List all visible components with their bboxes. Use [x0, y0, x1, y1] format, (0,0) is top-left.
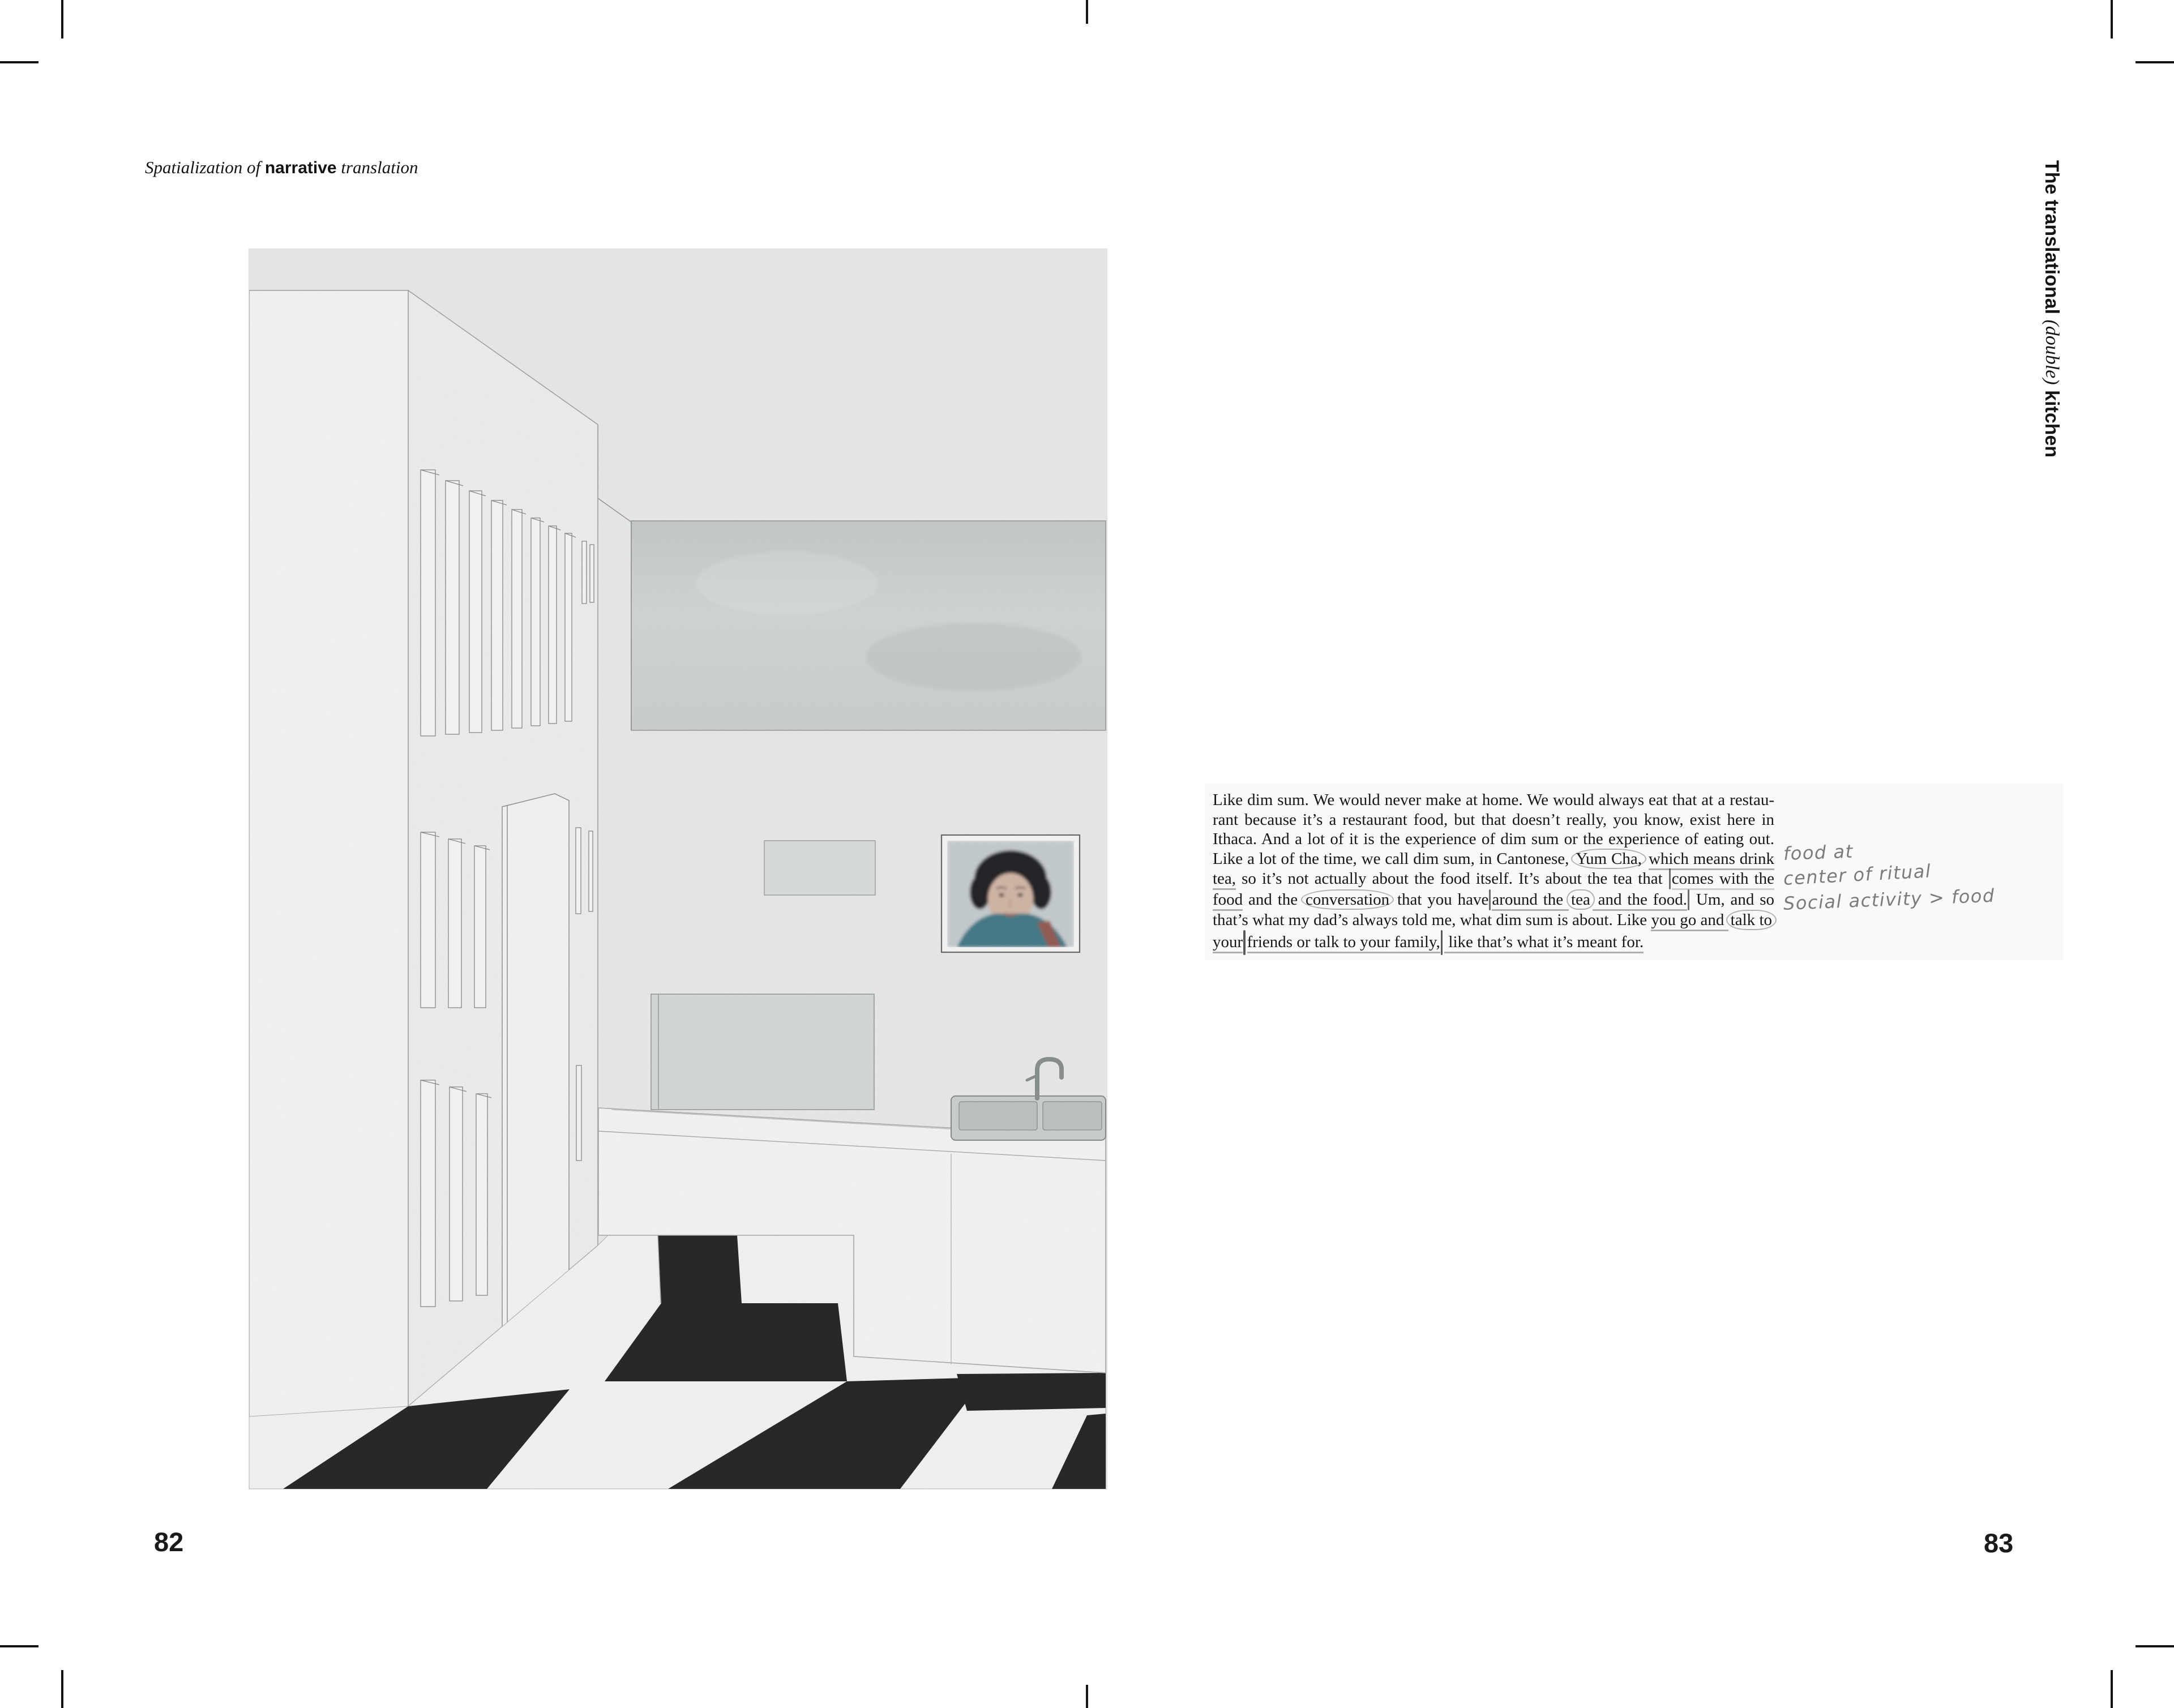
- handwritten-line: center of ritual: [1783, 860, 1932, 889]
- paragraph-text-segment: that’s what my dad’s always told me, what dim sum is about. Like: [1213, 911, 1651, 929]
- vtitle-lead: The translational: [2041, 160, 2062, 315]
- paragraph-line: [1213, 790, 1774, 810]
- chapter-header: [145, 157, 418, 178]
- paragraph-text-segment: rant because it’s a restaurant food, but that doesn’t really, you know, exist here in: [1213, 810, 1774, 829]
- handwritten-line: Social activity > food: [1783, 884, 1996, 914]
- paragraph-text-segment: so it’s not actually about the food itself. It’s about the tea that: [1236, 870, 1668, 888]
- paragraph-line: [1213, 810, 1774, 830]
- handwritten-margin-note: [1783, 841, 2055, 916]
- paragraph-text-segment: which means drink: [1649, 850, 1774, 870]
- scan-grain-overlay: [249, 249, 1107, 1489]
- page-number-right: 83: [1984, 1528, 2014, 1558]
- crop-mark-bottom-right-vertical: [2111, 1670, 2113, 1708]
- paragraph-text-segment: friends or talk to your family,: [1247, 933, 1440, 953]
- interview-excerpt-paragraph: [1213, 790, 1774, 955]
- crop-mark-top-right-vertical: [2111, 0, 2113, 38]
- paragraph-text-segment: [1644, 850, 1649, 868]
- paragraph-line: [1213, 930, 1774, 955]
- crop-mark-bottom-left-horizontal: [0, 1645, 38, 1647]
- paragraph-line: [1213, 829, 1774, 849]
- crop-mark-top-left-vertical: [61, 0, 63, 38]
- crop-mark-top-left-horizontal: [0, 61, 38, 63]
- crop-mark-bottom-right-horizontal: [2136, 1645, 2174, 1647]
- paragraph-line: [1213, 889, 1774, 910]
- page-number-left: 82: [154, 1527, 184, 1557]
- paragraph-text-segment: conversation: [1301, 889, 1394, 910]
- header-lead: Spatialization of: [145, 157, 261, 177]
- paragraph-text-segment: your: [1213, 933, 1243, 953]
- paragraph-text-segment: like that’s what it’s meant for.: [1444, 933, 1644, 953]
- paragraph-line: [1213, 868, 1774, 889]
- pencil-bracket-mark: [1688, 889, 1689, 910]
- paragraph-text-segment: Um, and so: [1691, 891, 1774, 909]
- pencil-bracket-mark: [1441, 930, 1443, 955]
- paragraph-text-segment: you go and: [1651, 911, 1728, 931]
- header-tail: translation: [341, 157, 418, 177]
- paragraph-text-segment: that you have: [1392, 891, 1489, 909]
- paragraph-text-segment: Like dim sum. We would never make at home. We would always eat that at a restau-: [1213, 791, 1774, 809]
- pencil-bracket-mark: [1243, 930, 1245, 955]
- crop-mark-bottom-left-vertical: [61, 1670, 63, 1708]
- paragraph-text-segment: and the food.: [1593, 891, 1687, 911]
- paragraph-text-segment: Like a lot of the time, we call dim sum, in Cantonese,: [1213, 849, 1574, 868]
- paragraph-text-segment: around the: [1492, 891, 1569, 911]
- paragraph-text-segment: food: [1213, 891, 1243, 911]
- paragraph-text-segment: comes with the: [1672, 870, 1774, 890]
- paragraph-text-segment: tea,: [1213, 870, 1236, 890]
- paragraph-text-segment: Yum Cha,: [1571, 849, 1646, 869]
- crop-mark-bottom-center-fold: [1086, 1685, 1088, 1708]
- paragraph-text-segment: and the: [1243, 891, 1303, 909]
- kitchen-illustration: [249, 249, 1107, 1489]
- paragraph-line: [1213, 849, 1774, 869]
- paragraph-text-segment: Ithaca. And a lot of it is the experience of dim sum or the experience of eating out.: [1213, 830, 1774, 848]
- vertical-running-title: [2040, 160, 2062, 557]
- vtitle-tail: kitchen: [2041, 390, 2062, 458]
- crop-mark-top-right-horizontal: [2136, 61, 2174, 63]
- header-bold-word: narrative: [264, 159, 337, 177]
- crop-mark-top-center-fold: [1086, 0, 1088, 24]
- paragraph-line: [1213, 910, 1774, 930]
- paragraph-text-segment: talk to: [1726, 910, 1777, 930]
- vtitle-italic-word: (double): [2042, 319, 2062, 385]
- pencil-bracket-mark: [1489, 889, 1491, 910]
- pencil-bracket-mark: [1669, 868, 1671, 889]
- handwritten-line: food at: [1783, 840, 1854, 864]
- paragraph-text-segment: tea: [1567, 889, 1595, 910]
